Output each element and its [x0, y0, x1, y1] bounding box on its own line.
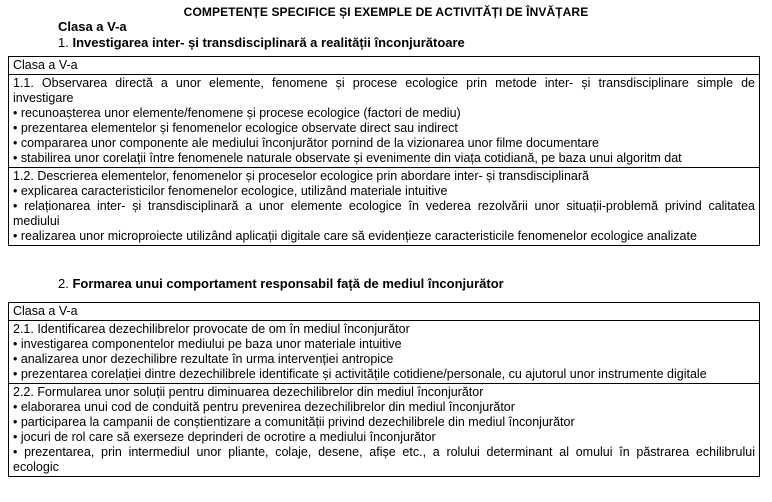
activity-item: • realizarea unor microproiecte utilizând aplicații digitale care să evidențieze caracteristicile fenomenelor ecologice analizate: [13, 229, 697, 243]
activity-item-continuation: mediului: [13, 214, 60, 228]
section-1-title: Investigarea inter- și transdisciplinară a realității înconjurătoare: [72, 35, 465, 50]
activity-item: • prezentarea elementelor și fenomenelor ecologice observate direct sau indirect: [13, 121, 458, 135]
activity-item: • elaborarea unui cod de conduită pentru prevenirea dezechilibrelor din mediul înconjurător: [13, 400, 515, 414]
section-2-number: 2.: [58, 276, 69, 291]
activity-item-continuation: ecologic: [13, 460, 59, 474]
activity-item: • jocuri de rol care să exerseze deprinderi de ocrotire a mediului înconjurător: [13, 430, 436, 444]
competence-2-1: [9, 320, 759, 383]
activity-item: • compararea unor componente ale mediului înconjurător pornind de la vizionarea unor filme documentare: [13, 136, 599, 150]
section-2-heading: [58, 276, 504, 291]
section-2-class-row: [9, 303, 759, 320]
competence-2-2-title: 2.2. Formularea unor soluții pentru diminuarea dezechilibrelor din mediul înconjurător: [13, 385, 484, 399]
activity-item: • stabilirea unor corelații între fenomenele naturale observate și evenimente din viața cotidiană, pe baza unui algoritm dat: [13, 151, 682, 165]
section-2-table: [8, 302, 760, 477]
competence-1-2-title: 1.2. Descrierea elementelor, fenomenelor și proceselor ecologice prin abordare inter- și transdisciplinară: [13, 169, 589, 183]
section-2-class-label: Clasa a V-a: [13, 304, 78, 318]
activity-item: • investigarea componentelor mediului pe baza unor materiale intuitive: [13, 337, 402, 351]
activity-item: • participarea la campanii de conștientizare a comunității privind dezechilibrele din mediul înconjurător: [13, 415, 575, 429]
competence-1-1-title-line-1: 1.1. Observarea directă a unor elemente, fenomene și procese ecologice prin metode inter- și transdisciplinare simple de: [13, 76, 755, 90]
activity-item: • recunoașterea unor elemente/fenomene și procese ecologice (factori de mediu): [13, 106, 461, 120]
activity-item: • prezentarea, prin intermediul unor pliante, colaje, desene, afișe etc., a rolului determinant al omului în păstrarea echilibrului: [13, 445, 755, 459]
section-1-class-row: [9, 57, 759, 74]
competence-2-2: [9, 383, 759, 476]
document-title: COMPETENȚE SPECIFICE ȘI EXEMPLE DE ACTIVITĂȚI DE ÎNVĂȚARE: [183, 5, 589, 19]
competence-1-1: [9, 74, 759, 167]
activity-item: • analizarea unor dezechilibre rezultate în urma intervenției antropice: [13, 352, 394, 366]
class-heading: Clasa a V-a: [58, 19, 127, 34]
activity-item: • prezentarea corelației dintre dezechilibrele identificate și activitățile cotidiene/personale, cu ajutorul unor instrumente digitale: [13, 367, 707, 381]
competence-1-2: [9, 167, 759, 245]
section-1-class-label: Clasa a V-a: [13, 58, 78, 72]
activity-item: • explicarea caracteristicilor fenomenelor ecologice, utilizând materiale intuitive: [13, 184, 448, 198]
activity-item: • relaționarea inter- și transdisciplinară a unor elemente ecologice în vederea rezolvării unor situații-problemă privind calitatea: [13, 199, 755, 213]
section-2-title: Formarea unui comportament responsabil față de mediul înconjurător: [72, 276, 504, 291]
section-1-number: 1.: [58, 35, 69, 50]
section-1-table: [8, 56, 760, 246]
section-1-heading: [58, 35, 465, 50]
competence-2-1-title: 2.1. Identificarea dezechilibrelor provocate de om în mediul înconjurător: [13, 322, 410, 336]
competence-1-1-title-line-2: investigare: [13, 91, 74, 105]
